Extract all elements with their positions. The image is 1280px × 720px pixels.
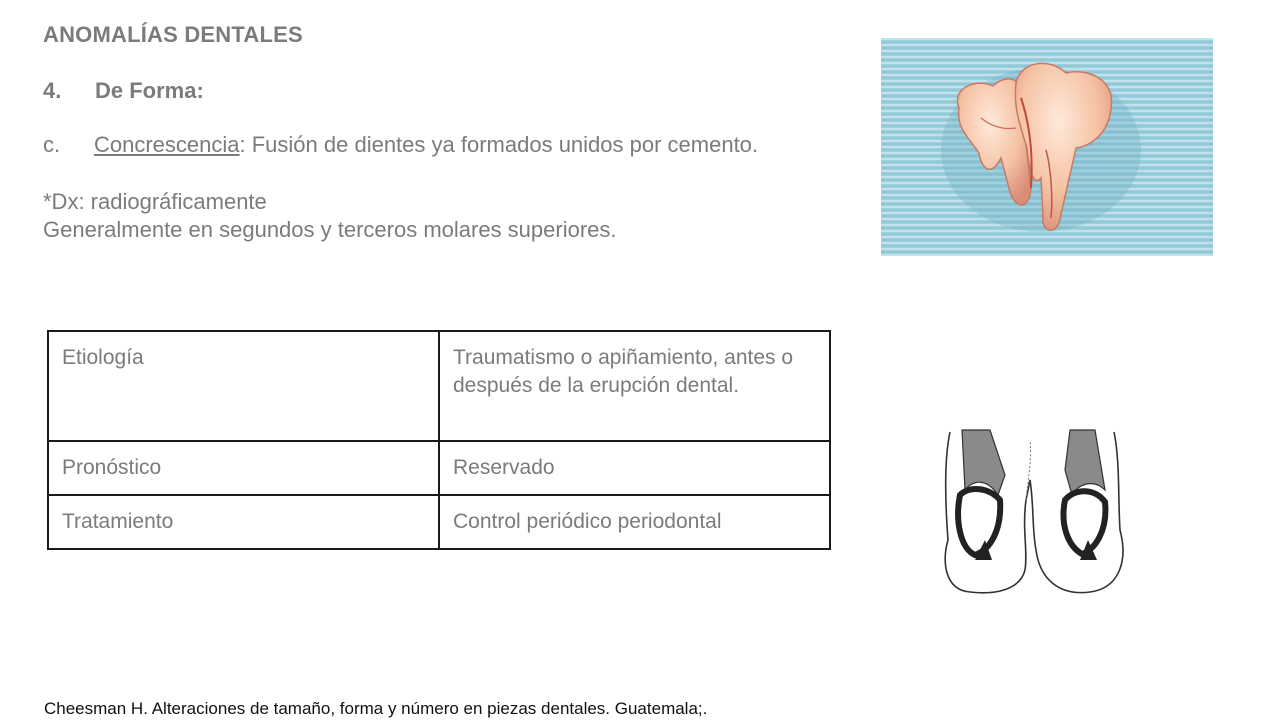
reference-citation: Cheesman H. Alteraciones de tamaño, forma y número en piezas dentales. Guatemala;.	[44, 699, 708, 718]
dx-line: *Dx: radiográficamente	[43, 189, 267, 214]
section-heading	[43, 78, 204, 104]
row-label: Pronóstico	[48, 441, 439, 495]
row-value: Control periódico periodontal	[439, 495, 830, 549]
section-label: De Forma:	[95, 78, 204, 103]
slide-title: ANOMALÍAS DENTALES	[43, 22, 303, 47]
tooth-photo	[881, 38, 1213, 256]
table-row	[48, 331, 830, 441]
tooth-illustration	[930, 420, 1135, 600]
item-letter: c.	[43, 132, 61, 157]
row-label: Etiología	[48, 331, 439, 441]
row-value: Reservado	[439, 441, 830, 495]
diagnosis-block	[43, 188, 617, 244]
table-row	[48, 495, 830, 549]
table-row	[48, 441, 830, 495]
item-line	[43, 132, 758, 158]
row-label: Tratamiento	[48, 495, 439, 549]
item-term: Concrescencia	[94, 132, 240, 157]
section-number: 4.	[43, 78, 62, 103]
info-table	[47, 330, 831, 550]
location-line: Generalmente en segundos y terceros molares superiores.	[43, 217, 617, 242]
item-definition: : Fusión de dientes ya formados unidos por cemento.	[239, 132, 759, 157]
row-value: Traumatismo o apiñamiento, antes o después de la erupción dental.	[439, 331, 830, 441]
